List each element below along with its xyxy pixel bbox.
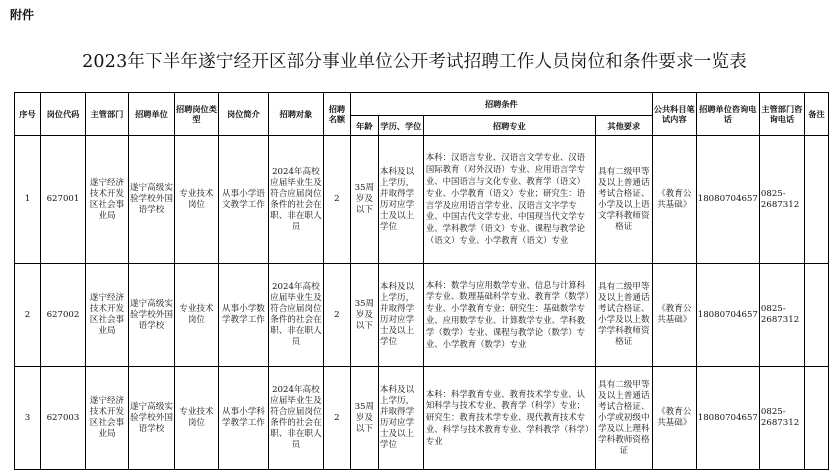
page-title: 2023年下半年遂宁经开区部分事业单位公开考试招聘工作人员岗位和条件要求一览表	[82, 52, 747, 72]
cell-exam: 《教育公共基础》	[652, 264, 696, 367]
header-row	[15, 93, 829, 116]
cell-target: 2024年高校应届毕业生及符合应届岗位条件的社会在职、非在职人员	[268, 367, 323, 470]
cell-major: 本科：汉语言专业、汉语言文学专业、汉语国际教育（对外汉语）专业、应用语言学专业、中国语言与文化专业、教育学（语文）专业、小学教育（语文）专业；研究生：语言学及应用语言学专业、汉语言文字学专业、中国古代文学专业、中国现当代文学专业、学科教学（语文）专业、课程与教学论（语文）专业、小学教育（语文）专业	[423, 136, 595, 264]
header-note: 备注	[804, 93, 828, 136]
cell-phone-unit: 18080704657	[696, 136, 759, 264]
header-major: 招聘专业	[423, 116, 595, 136]
attachment-label: 附件	[10, 8, 35, 22]
cell-age: 35周岁及以下	[350, 136, 378, 264]
header-age: 年龄	[350, 116, 378, 136]
cell-seq: 2	[15, 264, 41, 367]
header-phone-authority: 主管部门咨询电话	[759, 93, 804, 136]
cell-edu: 本科及以上学历，并取得学历对应学士及以上学位	[378, 264, 423, 367]
header-unit: 招聘单位	[128, 93, 174, 136]
table-row	[15, 264, 829, 367]
cell-edu: 本科及以上学历，并取得学历对应学士及以上学位	[378, 136, 423, 264]
cell-seq: 1	[15, 136, 41, 264]
table-row	[15, 136, 829, 264]
header-post-code: 岗位代码	[40, 93, 85, 136]
cell-target: 2024年高校应届毕业生及符合应届岗位条件的社会在职、非在职人员	[268, 264, 323, 367]
recruitment-table	[14, 92, 829, 470]
cell-post-type: 专业技术岗位	[174, 136, 218, 264]
cell-post-intro: 从事小学语文教学工作	[218, 136, 268, 264]
header-post-type: 招聘岗位类型	[174, 93, 218, 136]
cell-note	[804, 367, 828, 470]
cell-phone-authority: 0825-2687312	[759, 136, 804, 264]
cell-note	[804, 136, 828, 264]
cell-post-type: 专业技术岗位	[174, 264, 218, 367]
cell-major: 本科：数学与应用数学专业、信息与计算科学专业、数理基础科学专业、教育学（数学）专业、小学教育专业；研究生：基础数学专业、应用数学专业、计算数学专业、学科教学（数学）专业、课程与教学论（数学）专业、小学教育（数学）专业	[423, 264, 595, 367]
cell-phone-unit: 18080704657	[696, 264, 759, 367]
cell-post-type: 专业技术岗位	[174, 367, 218, 470]
header-authority: 主管部门	[85, 93, 128, 136]
header-quota: 招聘名额	[323, 93, 350, 136]
cell-authority: 遂宁经济技术开发区社会事业局	[85, 264, 128, 367]
cell-quota: 2	[323, 136, 350, 264]
cell-edu: 本科及以上学历，并取得学历对应学士及以上学位	[378, 367, 423, 470]
cell-other: 具有二级甲等及以上普通话考试合格证、小学及以上数学学科教师资格证	[595, 264, 652, 367]
header-phone-unit: 招聘单位咨询电话	[696, 93, 759, 136]
cell-phone-authority: 0825-2687312	[759, 367, 804, 470]
cell-post-intro: 从事小学数学教学工作	[218, 264, 268, 367]
header-edu: 学历、学位	[378, 116, 423, 136]
header-conditions: 招聘条件	[350, 93, 652, 116]
cell-seq: 3	[15, 367, 41, 470]
cell-age: 35周岁及以下	[350, 264, 378, 367]
cell-exam: 《教育公共基础》	[652, 136, 696, 264]
cell-target: 2024年高校应届毕业生及符合应届岗位条件的社会在职、非在职人员	[268, 136, 323, 264]
cell-phone-authority: 0825-2687312	[759, 264, 804, 367]
cell-post-code: 627002	[40, 264, 85, 367]
cell-exam: 《教育公共基础》	[652, 367, 696, 470]
cell-quota: 2	[323, 264, 350, 367]
cell-other: 具有二级甲等及以上普通话考试合格证、小学及以上语文学科教师资格证	[595, 136, 652, 264]
header-target: 招聘对象	[268, 93, 323, 136]
cell-phone-unit: 18080704657	[696, 367, 759, 470]
cell-note	[804, 264, 828, 367]
header-other: 其他要求	[595, 116, 652, 136]
cell-unit: 遂宁高级实验学校外国语学校	[128, 264, 174, 367]
cell-post-code: 627001	[40, 136, 85, 264]
header-seq: 序号	[15, 93, 41, 136]
header-exam: 公共科目笔试内容	[652, 93, 696, 136]
table-row	[15, 367, 829, 470]
cell-post-intro: 从事小学科学教学工作	[218, 367, 268, 470]
cell-authority: 遂宁经济技术开发区社会事业局	[85, 367, 128, 470]
cell-other: 具有二级甲等及以上普通话考试合格证、小学或初级中学及以上理科学科教师资格证	[595, 367, 652, 470]
cell-unit: 遂宁高级实验学校外国语学校	[128, 136, 174, 264]
cell-authority: 遂宁经济技术开发区社会事业局	[85, 136, 128, 264]
cell-post-code: 627003	[40, 367, 85, 470]
cell-age: 35周岁及以下	[350, 367, 378, 470]
cell-unit: 遂宁高级实验学校外国语学校	[128, 367, 174, 470]
cell-major: 本科：科学教育专业、教育技术学专业、认知科学与技术专业、教育学（科学）专业；研究生：教育技术学专业、现代教育技术专业、科学与技术教育专业、学科教学（科学）专业	[423, 367, 595, 470]
cell-quota: 2	[323, 367, 350, 470]
header-post-intro: 岗位简介	[218, 93, 268, 136]
